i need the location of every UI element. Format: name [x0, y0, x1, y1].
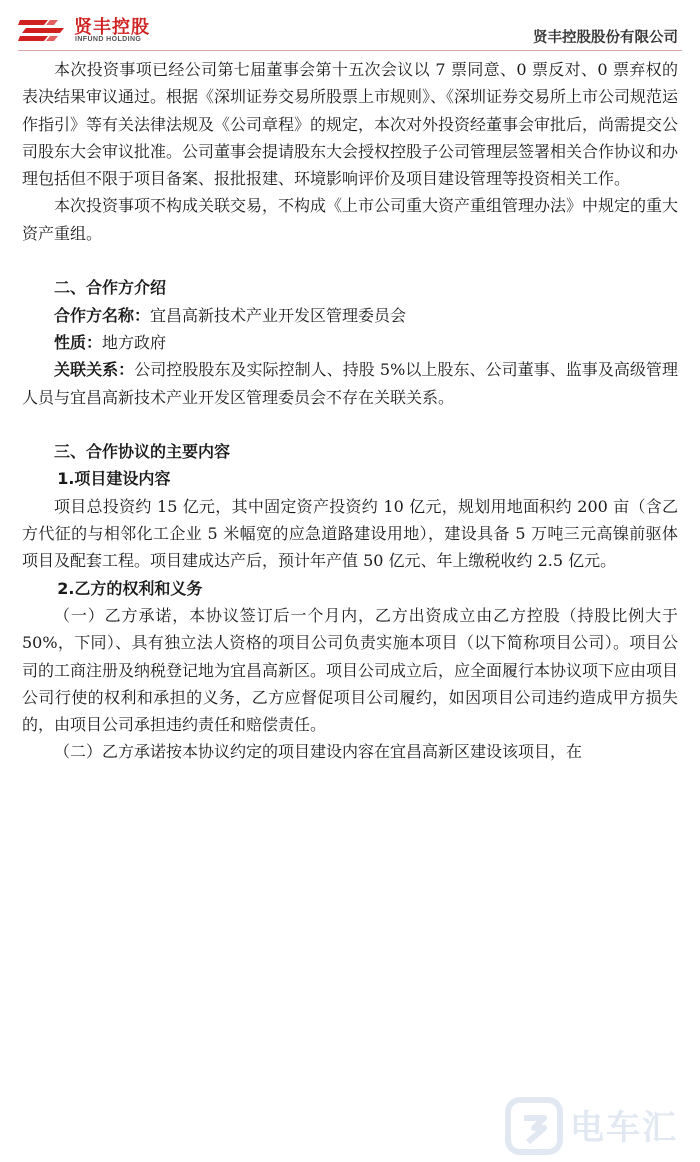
partner-relation-value: 公司控股股东及实际控制人、持股 5%以上股东、公司董事、监事及高级管理人员与宜昌高新技术产业开发区管理委员会不存在关联关系。 [22, 360, 678, 407]
partner-nature-row [22, 329, 678, 356]
partner-nature-label: 性质： [54, 332, 103, 352]
partner-name-label: 合作方名称： [54, 305, 151, 325]
partner-name-row [22, 302, 678, 329]
section-3-1-heading: 1.项目建设内容 [57, 469, 171, 489]
partner-nature-value: 地方政府 [102, 332, 167, 352]
header-company-name: 贤丰控股股份有限公司 [533, 30, 678, 46]
party-b-obligation-2: （二）乙方承诺按本协议约定的项目建设内容在宜昌高新区建设该项目，在 [54, 742, 583, 762]
section-3-2-heading: 2.乙方的权利和义务 [57, 578, 203, 598]
document-body [22, 56, 678, 766]
party-b-obligation-1: （一）乙方承诺，本协议签订后一个月内，乙方出资成立由乙方控股（持股比例大于 50%，下同）、具有独立法人资格的项目公司负责实施本项目（以下简称项目公司）。项目公司的工商注册及纳税登记地为宜昌高新区。项目公司成立后，应全面履行本协议项下应由项目公司行使的权利和承担的义务，乙方应督促项目公司履约，如因项目公司违约造成甲方损失的，由项目公司承担违约责任和赔偿责任。 [22, 605, 679, 735]
project-content-paragraph: 项目总投资约 15 亿元，其中固定资产投资约 10 亿元，规划用地面积约 200 亩（含乙方代征的与相邻化工企业 5 米幅宽的应急道路建设用地），建设具备 5 万吨三元高镍前驱体项目及配套工程。项目建成达产后，预计年产值 50 亿元、年上缴税收约 2.5 亿元。 [22, 496, 678, 571]
page-header [0, 0, 700, 52]
spacer [22, 411, 678, 438]
header-divider [18, 50, 682, 51]
watermark-logo-icon [504, 1096, 564, 1156]
partner-relation-label: 关联关系： [54, 360, 135, 380]
partner-relation-row [22, 356, 678, 411]
logo-cn-text: 贤丰控股 [74, 17, 150, 38]
section-2-heading: 二、合作方介绍 [54, 278, 167, 298]
logo-en-text: INFUND HOLDING [75, 36, 142, 43]
company-logo [18, 16, 188, 46]
watermark [504, 1088, 696, 1158]
intro-paragraph-approval: 本次投资事项已经公司第七届董事会第十五次会议以 7 票同意、0 票反对、0 票弃权的表决结果审议通过。根据《深圳证券交易所股票上市规则》、《深圳证券交易所上市公司规范运作指引》等有关法律法规及《公司章程》的规定，本次对外投资经董事会审批后，尚需提交公司股东大会审议批准。公司董事会提请股东大会授权控股子公司管理层签署相关合作协议和办理包括但不限于项目备案、报批报建、环境影响评价及项目建设管理等投资相关工作。 [22, 60, 679, 189]
watermark-text: 电车汇 [570, 1108, 678, 1148]
partner-name-value: 宜昌高新技术产业开发区管理委员会 [150, 305, 407, 325]
logo-mark-icon [18, 16, 66, 42]
intro-paragraph-nature: 本次投资事项不构成关联交易，不构成《上市公司重大资产重组管理办法》中规定的重大资产重组。 [22, 196, 679, 243]
spacer [22, 247, 678, 274]
section-3-heading: 三、合作协议的主要内容 [54, 442, 231, 462]
